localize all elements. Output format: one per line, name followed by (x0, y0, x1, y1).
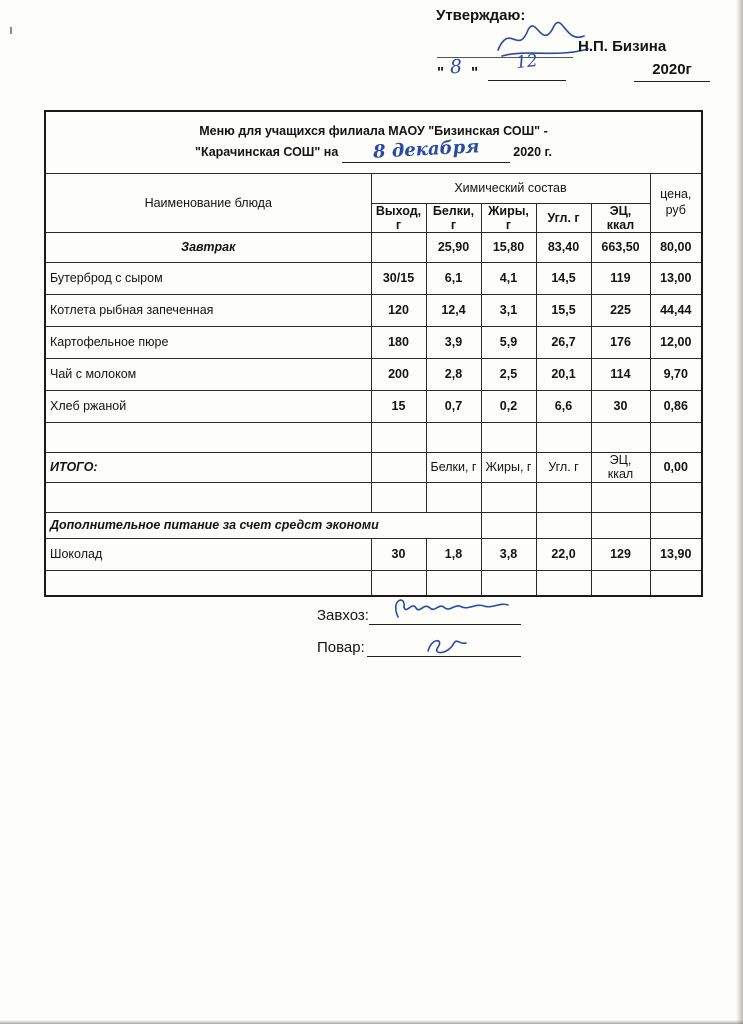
date-quote-open: " (437, 64, 445, 81)
empty-cell (426, 422, 481, 452)
col-header-belki: Белки, г (426, 203, 481, 232)
cell-price: 0,86 (650, 390, 702, 422)
dish-name: Картофельное пюре (45, 326, 371, 358)
col-header-price: цена, руб (650, 173, 702, 232)
empty-cell (536, 422, 591, 452)
empty-cell (650, 570, 702, 596)
table-row (45, 262, 702, 294)
cell-vyhod: 200 (371, 358, 426, 390)
dish-name: Котлета рыбная запеченная (45, 294, 371, 326)
month-blank-line (488, 52, 566, 81)
table-title-row (45, 111, 702, 173)
empty-cell (591, 570, 650, 596)
handwritten-title-date: 8 декабря (371, 136, 480, 164)
cell-ugl: 20,1 (536, 358, 591, 390)
empty-row (45, 422, 702, 452)
empty-cell (536, 512, 591, 538)
cell-belki: 3,9 (426, 326, 481, 358)
cell-ec: 30 (591, 390, 650, 422)
table-row (45, 390, 702, 422)
cell-ec: 225 (591, 294, 650, 326)
cell-vyhod: 120 (371, 294, 426, 326)
empty-cell (591, 422, 650, 452)
year-label: 2020г (634, 54, 710, 82)
col-group-chem: Химический состав (371, 173, 650, 203)
empty-cell (45, 422, 371, 452)
empty-cell (650, 512, 702, 538)
cell-vyhod: 15 (371, 390, 426, 422)
cell-zhiry: 15,80 (481, 232, 536, 262)
cell-ec: 663,50 (591, 232, 650, 262)
empty-cell (45, 570, 371, 596)
cell-price: 9,70 (650, 358, 702, 390)
totals-belki-label: Белки, г (426, 452, 481, 482)
empty-cell (371, 482, 426, 512)
meal-name: Завтрак (45, 232, 371, 262)
dish-name: Чай с молоком (45, 358, 371, 390)
cell-belki: 6,1 (426, 262, 481, 294)
empty-cell (591, 512, 650, 538)
cell-ec: 129 (591, 538, 650, 570)
cell-ugl: 26,7 (536, 326, 591, 358)
cell-price: 80,00 (650, 232, 702, 262)
empty-row (45, 570, 702, 596)
col-header-ec: ЭЦ, ккал (591, 203, 650, 232)
totals-label: ИТОГО: (45, 452, 371, 482)
cell-ec: 176 (591, 326, 650, 358)
cell-price: 44,44 (650, 294, 702, 326)
cell-price: 13,90 (650, 538, 702, 570)
cell-ugl: 15,5 (536, 294, 591, 326)
cell-ugl: 6,6 (536, 390, 591, 422)
empty-cell (371, 452, 426, 482)
cell-vyhod: 30/15 (371, 262, 426, 294)
cell-ugl: 22,0 (536, 538, 591, 570)
cell-ugl: 83,40 (536, 232, 591, 262)
empty-cell (650, 422, 702, 452)
dish-name: Шоколад (45, 538, 371, 570)
menu-title-line2-before: "Карачинская СОШ" на (195, 145, 339, 160)
title-date-blank (342, 136, 510, 164)
empty-cell (591, 482, 650, 512)
totals-zhiry-label: Жиры, г (481, 452, 536, 482)
col-header-vyhod: Выход, г (371, 203, 426, 232)
cell-vyhod: 30 (371, 538, 426, 570)
empty-cell (426, 482, 481, 512)
scan-edge-right (736, 0, 743, 1024)
empty-cell (481, 422, 536, 452)
breakfast-summary-row (45, 232, 702, 262)
col-header-zhiry: Жиры, г (481, 203, 536, 232)
table-row (45, 326, 702, 358)
cell-belki: 0,7 (426, 390, 481, 422)
menu-title-line1: Меню для учащихся филиала МАОУ "Бизинская СОШ" - (199, 123, 548, 138)
totals-ec-label: ЭЦ, ккал (591, 452, 650, 482)
cell-zhiry: 0,2 (481, 390, 536, 422)
cell-belki: 12,4 (426, 294, 481, 326)
zavhoz-label: Завхоз: (317, 607, 369, 624)
table-header-row (45, 173, 702, 203)
menu-title-line2-after: 2020 г. (513, 145, 552, 160)
cell-belki: 2,8 (426, 358, 481, 390)
handwritten-day: 8 (449, 55, 463, 79)
empty-cell (536, 482, 591, 512)
additional-section-label: Дополнительное питание за счет средст экономи (45, 512, 481, 538)
scan-artifact (10, 27, 12, 34)
dish-name: Хлеб ржаной (45, 390, 371, 422)
table-row (45, 294, 702, 326)
cell-vyhod (371, 232, 426, 262)
table-row (45, 538, 702, 570)
empty-cell (650, 482, 702, 512)
date-quote-close: " (471, 64, 479, 81)
totals-price: 0,00 (650, 452, 702, 482)
cell-zhiry: 5,9 (481, 326, 536, 358)
cell-ec: 119 (591, 262, 650, 294)
totals-row (45, 452, 702, 482)
col-header-ugl: Угл. г (536, 203, 591, 232)
cell-zhiry: 3,1 (481, 294, 536, 326)
cell-belki: 25,90 (426, 232, 481, 262)
empty-cell (481, 482, 536, 512)
col-header-dish: Наименование блюда (45, 173, 371, 232)
cell-vyhod: 180 (371, 326, 426, 358)
empty-cell (536, 570, 591, 596)
povar-label: Повар: (317, 639, 365, 656)
cell-ec: 114 (591, 358, 650, 390)
cell-belki: 1,8 (426, 538, 481, 570)
additional-section-row (45, 512, 702, 538)
table-row (45, 358, 702, 390)
approver-name: Н.П. Бизина (578, 38, 667, 55)
totals-ugl-label: Угл. г (536, 452, 591, 482)
cell-ugl: 14,5 (536, 262, 591, 294)
approve-label: Утверждаю: (436, 7, 526, 24)
empty-cell (371, 422, 426, 452)
cell-zhiry: 2,5 (481, 358, 536, 390)
handwritten-month: 12 (515, 50, 539, 74)
menu-title-line2 (50, 136, 697, 164)
menu-table (44, 110, 703, 597)
menu-title (45, 111, 702, 173)
empty-cell (45, 482, 371, 512)
dish-name: Бутерброд с сыром (45, 262, 371, 294)
cell-zhiry: 3,8 (481, 538, 536, 570)
empty-row (45, 482, 702, 512)
empty-cell (481, 512, 536, 538)
povar-signature-icon (420, 634, 476, 658)
scan-edge-bottom (0, 1020, 743, 1024)
cell-price: 12,00 (650, 326, 702, 358)
cell-price: 13,00 (650, 262, 702, 294)
zavhoz-signature-icon (388, 593, 514, 623)
cell-zhiry: 4,1 (481, 262, 536, 294)
